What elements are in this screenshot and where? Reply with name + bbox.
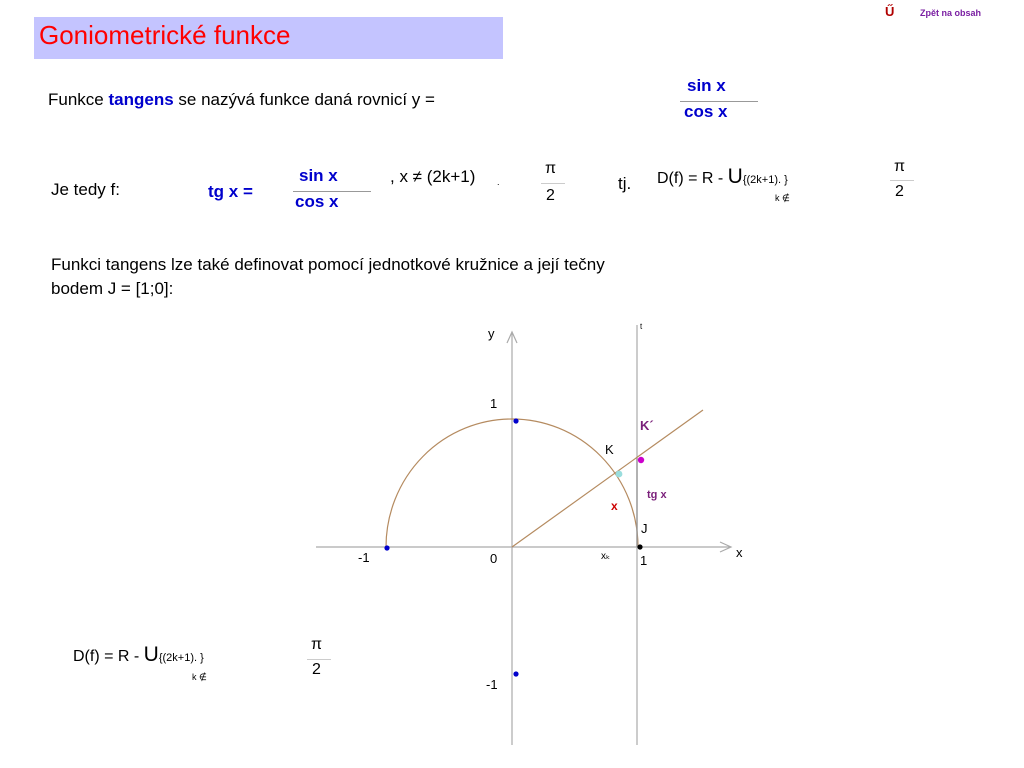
tg-label: tg x = [208,182,253,201]
point-bottom-minus-1 [513,671,518,676]
tick-label-1-top: 1 [490,396,498,411]
condition-dot: . [497,177,500,187]
point-K-prime [638,457,644,463]
footer-pi-symbol: π [311,636,323,653]
tick-label-minus-1-left: -1 [358,550,370,565]
tick-label-minus-1-bottom: -1 [486,677,498,692]
footer-union-symbol: U [143,643,159,666]
pi-symbol: π [545,160,557,177]
K-prime-label: K´ [640,418,654,433]
tick-label-1-right: 1 [640,553,648,568]
explanation-line-2: bodem J = [1;0]: [51,279,174,298]
angle-x-label: x [611,499,618,513]
point-K [616,471,623,478]
definition-denominator: cos x [684,102,728,121]
footer-domain-expression [73,643,204,667]
origin-label: 0 [490,551,498,566]
slide-title: Goniometrické funkce [39,20,291,50]
angle-ray [512,410,703,547]
formula-denominator: cos x [295,192,339,211]
formula-numerator: sin x [299,166,338,185]
xk-label: xₖ [601,551,611,562]
footer-domain-prefix: D(f) = R - [73,648,144,665]
tj-label: tj. [618,174,632,193]
footer-pi-denominator: 2 [312,661,321,678]
pi-denominator-2: 2 [895,183,904,200]
explanation-line-1: Funkci tangens lze také definovat pomocí jednotkové kružnice a její tečny [51,255,605,274]
union-subscript: {(2k+1). } [742,174,788,186]
tg-x-label: tg x [647,489,667,501]
J-label: J [641,521,648,536]
pi-denominator: 2 [546,187,555,204]
point-J [637,544,642,549]
formula-lead: Je tedy f: [51,180,120,199]
point-top-1 [513,418,518,423]
footer-pi-fraction-line [307,659,331,660]
definition-keyword: tangens [108,90,174,109]
back-icon[interactable]: Ű [885,4,895,19]
K-label: K [605,442,614,457]
definition-prefix: Funkce [48,90,109,109]
point-left-minus-1 [384,545,389,550]
definition-suffix: se nazývá funkce daná rovnicí y = [173,90,435,109]
footer-union-underscript: k ∉ [192,672,207,682]
pi-symbol-2: π [894,158,906,175]
footer-union-subscript: {(2k+1). } [158,652,204,664]
domain-condition: , x ≠ (2k+1) [390,167,476,186]
back-to-contents-link[interactable]: Zpět na obsah [920,8,982,18]
t-line-label: t [640,322,643,331]
union-symbol: U [727,165,743,188]
x-axis-label: x [736,545,743,560]
y-axis-label: y [488,326,495,341]
domain-prefix: D(f) = R - [657,170,728,187]
definition-numerator: sin x [687,76,726,95]
union-underscript: k ∉ [775,193,790,203]
